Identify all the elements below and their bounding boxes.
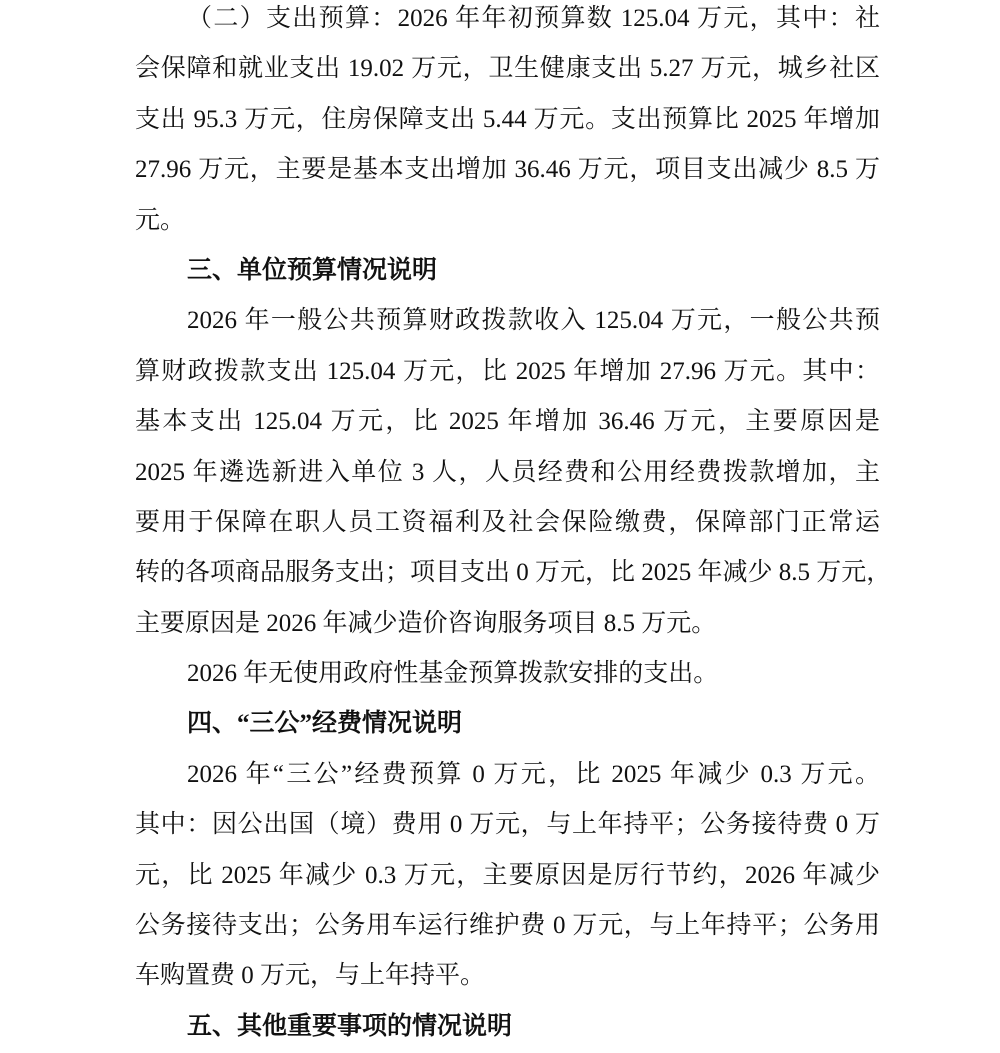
paragraph-line: 27.96 万元，主要是基本支出增加 36.46 万元，项目支出减少 8.5 万 (135, 156, 880, 184)
document-body (135, 0, 892, 1052)
paragraph-line: 基本支出 125.04 万元，比 2025 年增加 36.46 万元，主要原因是 (135, 408, 880, 436)
paragraph-line: 转的各项商品服务支出；项目支出 0 万元，比 2025 年减少 8.5 万元， (135, 559, 892, 587)
paragraph-line: 支出 95.3 万元，住房保障支出 5.44 万元。支出预算比 2025 年增加 (135, 105, 880, 133)
paragraph-line: 2025 年遴选新进入单位 3 人，人员经费和公用经费拨款增加，主 (135, 458, 880, 486)
paragraph-line: 会保障和就业支出 19.02 万元，卫生健康支出 5.27 万元，城乡社区 (135, 55, 880, 83)
paragraph-line: 元。 (135, 206, 186, 234)
paragraph-line: 车购置费 0 万元，与上年持平。 (135, 962, 486, 990)
section-heading: 五、其他重要事项的情况说明 (187, 1012, 513, 1040)
section-heading: 四、“三公”经费情况说明 (187, 710, 463, 738)
paragraph-line: 主要原因是 2026 年减少造价咨询服务项目 8.5 万元。 (135, 609, 717, 637)
paragraph-line: 2026 年无使用政府性基金预算拨款安排的支出。 (187, 660, 719, 688)
paragraph-line: 元，比 2025 年减少 0.3 万元，主要原因是厉行节约，2026 年减少 (135, 861, 880, 889)
paragraph-line: 算财政拨款支出 125.04 万元，比 2025 年增加 27.96 万元。其中： (135, 357, 880, 385)
section-heading: 三、单位预算情况说明 (187, 256, 438, 284)
paragraph-line: 公务接待支出；公务用车运行维护费 0 万元，与上年持平；公务用 (135, 912, 880, 940)
paragraph-line: 2026 年一般公共预算财政拨款收入 125.04 万元，一般公共预 (187, 307, 880, 335)
paragraph-line: （二）支出预算：2026 年年初预算数 125.04 万元，其中：社 (187, 5, 880, 32)
paragraph-line: 要用于保障在职人员工资福利及社会保险缴费，保障部门正常运 (135, 508, 880, 536)
paragraph-line: 其中：因公出国（境）费用 0 万元，与上年持平；公务接待费 0 万 (135, 811, 880, 839)
paragraph-line: 2026 年“三公”经费预算 0 万元，比 2025 年减少 0.3 万元。 (187, 760, 880, 788)
